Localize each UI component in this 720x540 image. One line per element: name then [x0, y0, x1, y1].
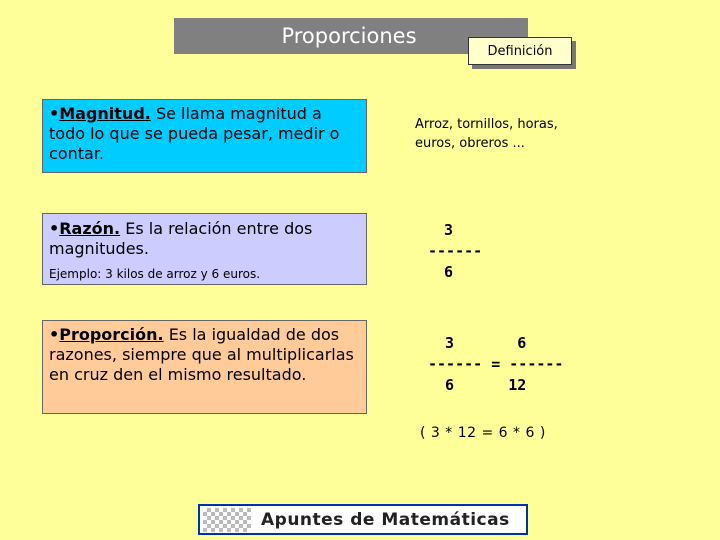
ratio-numerator: 3: [444, 221, 454, 239]
bullet: •: [49, 219, 60, 238]
cross-product: ( 3 * 12 = 6 * 6 ): [420, 425, 546, 441]
definition-magnitud: Se llama magnitud a todo lo que se pueda pesar, medir o contar.: [49, 104, 340, 163]
definition-button[interactable]: Definición: [468, 37, 572, 65]
term-razon: Razón.: [59, 219, 121, 238]
checker-pattern-icon: [203, 508, 251, 532]
term-proporcion: Proporción.: [59, 325, 164, 344]
magnitudes-examples: Arroz, tornillos, horas, euros, obreros ...: [415, 117, 558, 151]
proportion-line-2: ------ = ------: [428, 355, 564, 373]
proportion-line-1: 3 6: [436, 334, 527, 352]
definition-proporcion: Es la igualdad de dos razones, siempre que al multiplicarlas en cruz den el mismo resultado.: [49, 325, 354, 384]
footer-logo: [198, 504, 528, 535]
proportion-equation: [428, 333, 563, 396]
definition-razon: Es la relación entre dos magnitudes.: [49, 219, 313, 258]
card-razon: [42, 213, 367, 285]
term-magnitud: Magnitud.: [59, 104, 151, 123]
bullet: •: [49, 325, 60, 344]
card-proporcion: [42, 320, 367, 414]
bullet: •: [49, 104, 60, 123]
ratio-denominator: 6: [444, 263, 454, 281]
logo-text: Apuntes de Matemáticas: [261, 509, 510, 530]
page-title: Proporciones: [174, 18, 528, 54]
proportion-line-3: 6 12: [436, 376, 527, 394]
ratio-fraction: [428, 220, 482, 283]
example-razon: Ejemplo: 3 kilos de arroz y 6 euros.: [49, 267, 261, 281]
card-magnitud: [42, 99, 367, 173]
ratio-line: ------: [428, 242, 483, 260]
